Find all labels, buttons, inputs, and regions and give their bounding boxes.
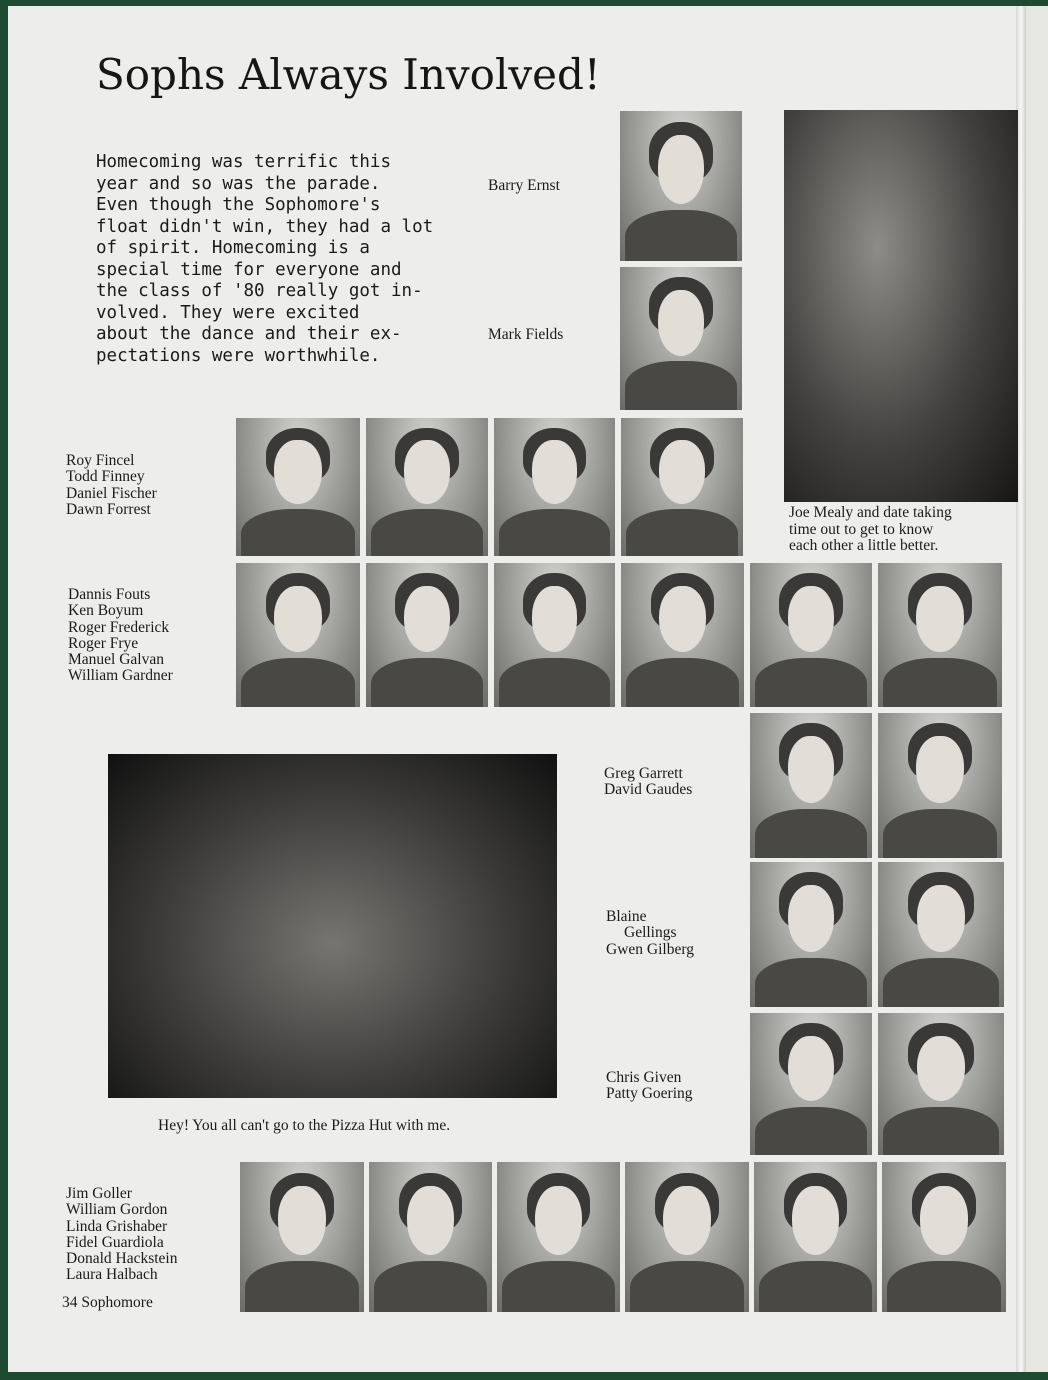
intro-line: about the dance and their ex- [96, 324, 402, 344]
student-name: Ken Boyum [68, 602, 144, 620]
student-name: Laura Halbach [66, 1266, 158, 1284]
student-name: Jim Goller [66, 1185, 132, 1202]
portrait-photo [878, 563, 1002, 707]
portrait-photo [878, 1013, 1004, 1155]
portrait-photo [750, 1013, 872, 1155]
intro-line: the class of '80 really got in- [96, 281, 423, 301]
intro-line: float didn't win, they had a lot [96, 216, 434, 237]
portrait-photo [620, 267, 742, 410]
portrait-photo [236, 563, 360, 707]
student-name: Dawn Forrest [66, 500, 151, 518]
name-mark-fields: Mark Fields [488, 326, 564, 343]
portrait-photo [750, 713, 872, 858]
portrait-photo [625, 1162, 749, 1312]
name-list-row3 [66, 1186, 177, 1284]
student-name: Linda Grishaber [66, 1217, 168, 1235]
facing-page-edge [1026, 6, 1048, 1372]
candid-photo-date [784, 110, 1018, 502]
portrait-photo [240, 1162, 364, 1312]
caption-line: Joe Mealy and date taking [789, 504, 952, 521]
portrait-photo [497, 1162, 620, 1312]
portrait-photo [620, 111, 742, 261]
portrait-photo [369, 1162, 492, 1312]
name-list-pair2 [606, 909, 694, 958]
student-name: Blaine [606, 908, 647, 925]
caption-line: time out to get to know [789, 520, 934, 538]
intro-line: year and so was the parade. [96, 173, 381, 194]
portrait-photo [366, 563, 488, 707]
portrait-photo [366, 418, 488, 556]
intro-line: special time for everyone and [96, 259, 402, 280]
student-name: Manuel Galvan [68, 651, 164, 669]
portrait-photo [750, 862, 872, 1007]
student-name: Greg Garrett [604, 765, 683, 782]
student-name: Donald Hackstein [66, 1250, 178, 1268]
student-name: Roy Fincel [66, 452, 135, 469]
portrait-photo [494, 418, 615, 556]
portrait-photo [878, 862, 1004, 1007]
student-name: Roger Frederick [68, 618, 170, 636]
portrait-photo [754, 1162, 877, 1312]
intro-paragraph [96, 152, 434, 367]
student-name: Chris Given [606, 1069, 682, 1086]
portrait-photo [494, 563, 615, 707]
intro-line: Homecoming was terrific this [96, 152, 392, 172]
portrait-photo [621, 418, 743, 556]
intro-line: pectations were worthwhile. [96, 345, 381, 366]
student-name: Todd Finney [66, 468, 145, 486]
name-list-pair3 [606, 1070, 693, 1103]
student-name: Gwen Gilberg [606, 940, 694, 958]
name-list-pair1 [604, 766, 692, 799]
student-name: William Gardner [68, 667, 173, 685]
student-name: Patty Goering [606, 1085, 693, 1103]
page-title: Sophs Always Involved! [96, 50, 601, 99]
name-list-row2 [68, 587, 173, 685]
name-list-row1 [66, 453, 157, 518]
caption-line: each other a little better. [789, 537, 939, 554]
caption-car-photo: Hey! You all can't go to the Pizza Hut with me. [158, 1117, 451, 1134]
intro-line: volved. They were excited [96, 302, 360, 323]
caption-date-photo [789, 505, 952, 555]
student-name: Fidel Guardiola [66, 1233, 164, 1251]
intro-line: of spirit. Homecoming is a [96, 238, 370, 258]
portrait-photo [621, 563, 744, 707]
student-name: David Gaudes [604, 781, 693, 799]
portrait-photo [878, 713, 1002, 858]
student-name: Gellings [624, 924, 677, 942]
page-folio: 34 Sophomore [62, 1294, 153, 1311]
student-name: Daniel Fischer [66, 484, 157, 502]
student-name: William Gordon [66, 1201, 168, 1219]
student-name: Dannis Fouts [68, 586, 151, 603]
portrait-photo [882, 1162, 1006, 1312]
name-barry-ernst: Barry Ernst [488, 177, 560, 194]
portrait-photo [750, 563, 872, 707]
intro-line: Even though the Sophomore's [96, 195, 381, 215]
student-name: Roger Frye [68, 634, 139, 652]
candid-photo-car [108, 754, 557, 1098]
portrait-photo [236, 418, 360, 556]
